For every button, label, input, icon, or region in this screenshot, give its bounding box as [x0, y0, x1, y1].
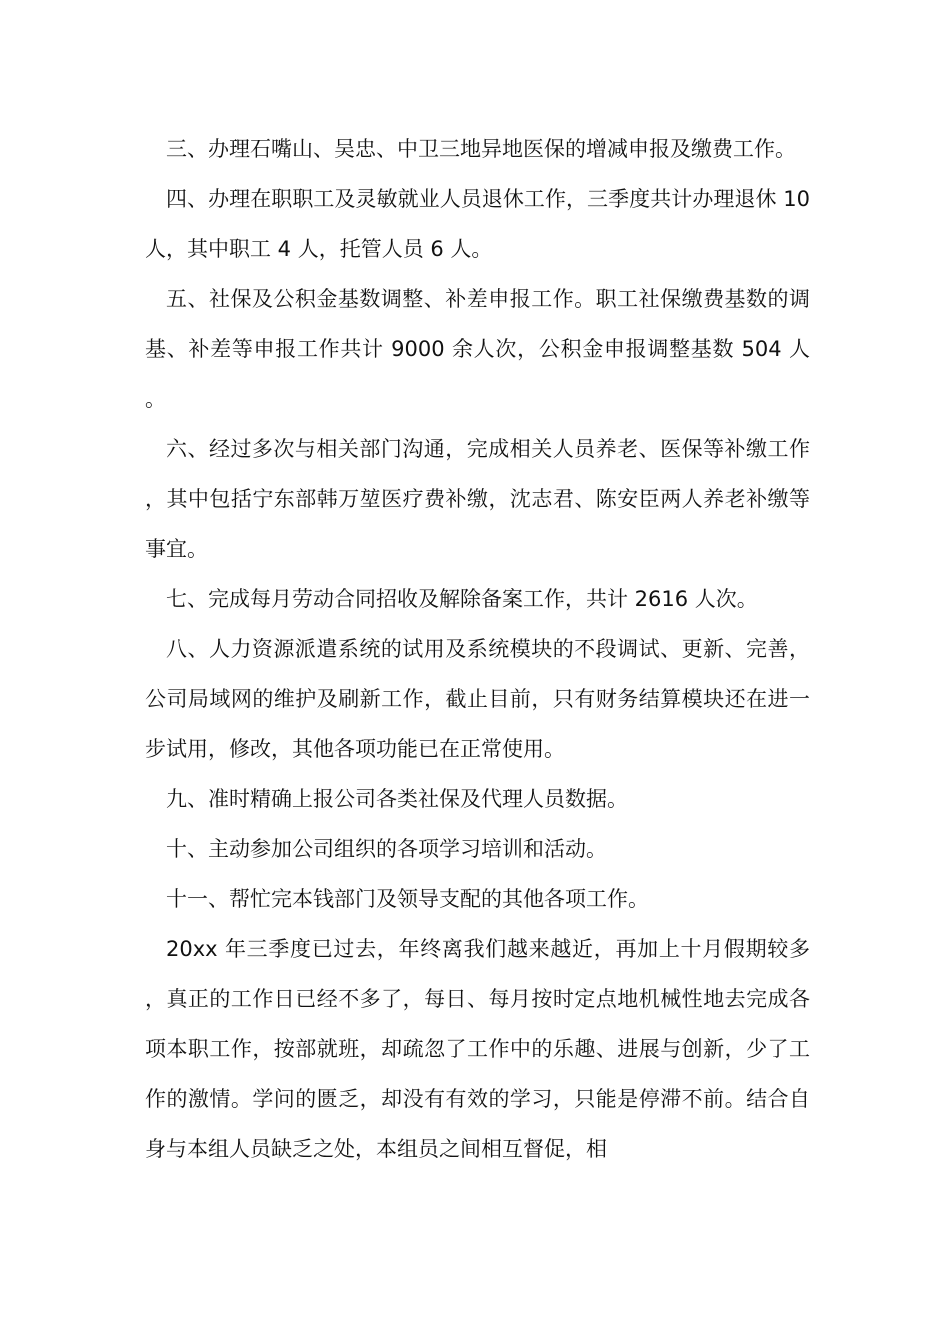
paragraph-item-7: 七、完成每月劳动合同招收及解除备案工作，共计 2616 人次。	[166, 587, 758, 611]
paragraph-item-5: 五、社保及公积金基数调整、补差申报工作。职工社保缴费基数的调基、补差等申报工作共计 9000 余人次，公积金申报调整基数 504 人。	[145, 287, 810, 411]
document-body	[145, 124, 810, 1174]
paragraph-item-8: 八、人力资源派遣系统的试用及系统模块的不段调试、更新、完善，公司局域网的维护及刷新工作，截止目前，只有财务结算模块还在进一步试用，修改，其他各项功能已在正常使用。	[145, 637, 810, 761]
paragraph-item-9: 九、准时精确上报公司各类社保及代理人员数据。	[166, 787, 628, 811]
paragraph-item-11: 十一、帮忙完本钱部门及领导支配的其他各项工作。	[166, 887, 649, 911]
paragraph-item-6: 六、经过多次与相关部门沟通，完成相关人员养老、医保等补缴工作，其中包括宁东部韩万堃医疗费补缴，沈志君、陈安臣两人养老补缴等事宜。	[145, 437, 810, 561]
paragraph-summary: 20xx 年三季度已过去，年终离我们越来越近，再加上十月假期较多，真正的工作日已经不多了，每日、每月按时定点地机械性地去完成各项本职工作，按部就班，却疏忽了工作中的乐趣、进展与创新，少了工作的激情。学问的匮乏，却没有有效的学习，只能是停滞不前。结合自身与本组人员缺乏之处，本组员之间相互督促，相	[145, 937, 810, 1161]
paragraph-item-10: 十、主动参加公司组织的各项学习培训和活动。	[166, 837, 607, 861]
paragraph-item-3: 三、办理石嘴山、吴忠、中卫三地异地医保的增减申报及缴费工作。	[166, 137, 796, 161]
paragraph-item-4: 四、办理在职职工及灵敏就业人员退休工作，三季度共计办理退休 10 人，其中职工 4 人，托管人员 6 人。	[145, 187, 810, 261]
